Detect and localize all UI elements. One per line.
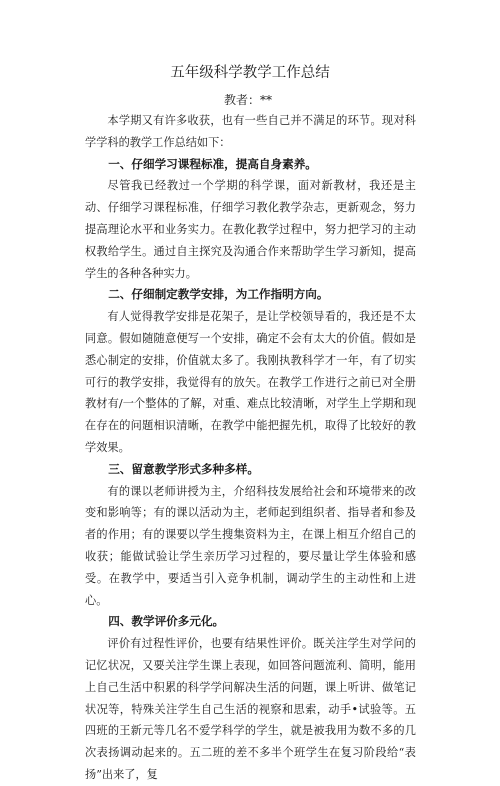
- section-1-heading: 一、仔细学习课程标准，提高自身素养。: [108, 156, 317, 171]
- section-1-paragraph: 尽管我已经教过一个学期的科学课，面对新教材，我还是主动、仔细学习课程标准，仔细学习教化教学杂志，更新观念，努力提高理论水平和业务实力。在教化教学过程中，努力把学习的主动权教给学生。通过自主探究及沟通合作来帮助学生学习新知，提高学生的各种各种实力。: [85, 179, 416, 280]
- section-3-paragraph: 有的课以老师讲授为主，介绍科技发展给社会和环境带来的改变和影响等；有的课以活动为主，老师起到组织者、指导者和参及者的作用；有的课要以学生搜集资料为主，在课上相互介绍自己的收获；能做试验让学生亲历学习过程的，要尽量让学生体验和感受。在教学中，要适当引入竞争机制，调动学生的主动性和上进心。: [85, 484, 416, 607]
- section-4-paragraph: 评价有过程性评价，也要有结果性评价。既关注学生对学问的记忆状况，又要关注学生课上表现，如回答问题流利、简明，能用上自己生活中积累的科学学问解决生活的问题，课上听讲、做笔记状况等，特殊关注学生自己生活的视察和思索，动手•试验等。五四班的王新元等几名不爱学科学的学生，就是被我用为数不多的几次表扬调动起来的。五二班的差不多半个班学生在复习阶段给“表扬”出来了，复: [85, 637, 416, 781]
- document-title: 五年级科学教学工作总结: [170, 65, 330, 81]
- document-author: 教者：**: [224, 93, 273, 107]
- section-2-heading: 二、仔细制定教学安排，为工作指明方向。: [108, 287, 329, 302]
- document-body: [85, 110, 416, 786]
- section-2-paragraph: 有人觉得教学安排是花架子，是让学校领导看的，我还是不太同意。假如随随意便写一个安排，确定不会有太大的价值。假如是悉心制定的安排，价值就太多了。我刚执教科学才一年，有了切实可行的教学安排，我觉得有的放矢。在教学工作进行之前已对全册教材有/一个整体的了解，对重、难点比较清晰，对学生上学期和现在存在的问题相识清晰，在教学中能把握先机，取得了比较好的教学效果。: [85, 310, 416, 454]
- intro-paragraph: 本学期又有许多收获，也有一些自己并不满足的环节。现对科学学科的教学工作总结如下：: [85, 114, 416, 149]
- section-4-heading: 四、教学评价多元化。: [108, 614, 225, 629]
- section-3-heading: 三、留意教学形式多种多样。: [108, 461, 259, 476]
